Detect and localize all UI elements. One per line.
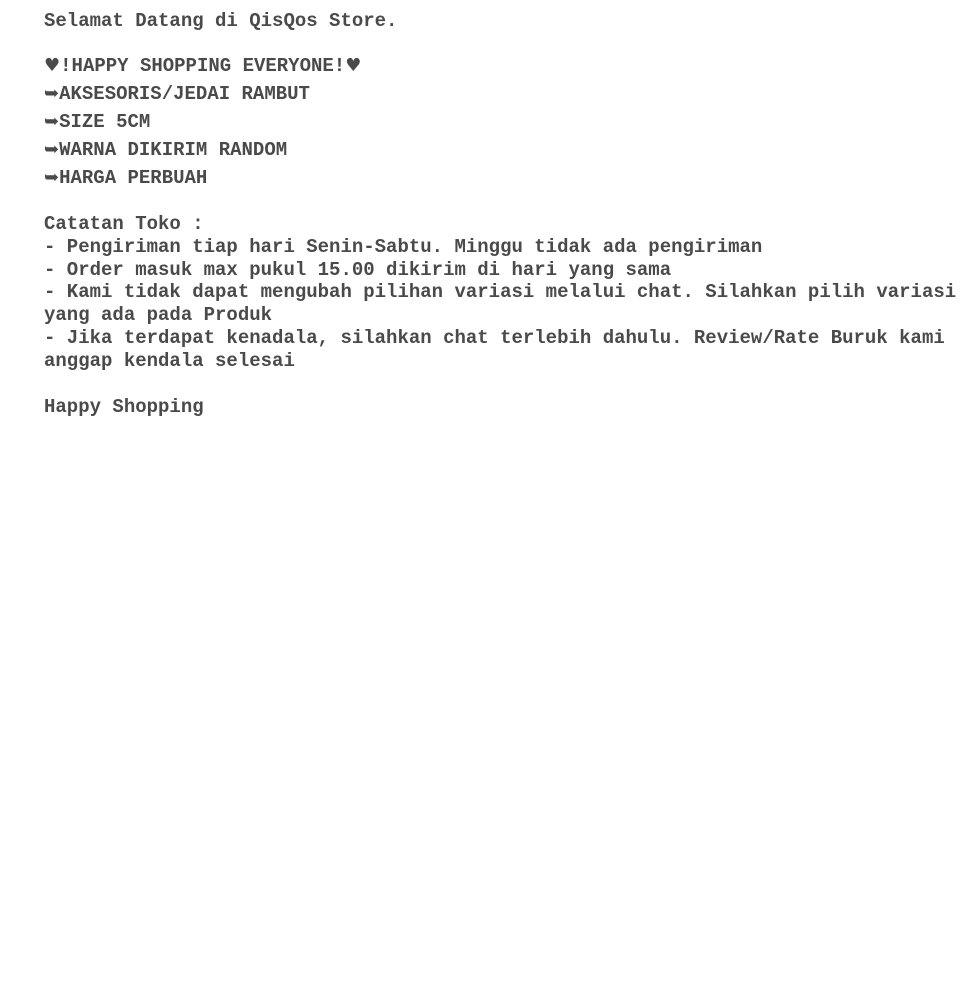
store-note-item: - Kami tidak dapat mengubah pilihan variasi melalui chat. Silahkan pilih variasi yang ada pada Produk [44, 281, 957, 327]
welcome-text: Selamat Datang di QisQos Store. [44, 10, 398, 32]
headline [44, 54, 361, 82]
list-item [44, 138, 361, 166]
list-item [44, 166, 361, 194]
heart-icon: ♥ [44, 55, 61, 76]
arrow-right-icon: ➥ [44, 167, 60, 188]
feature-text: SIZE 5CM [59, 111, 151, 133]
closing-text: Happy Shopping [44, 396, 204, 418]
feature-text: HARGA PERBUAH [59, 167, 208, 189]
headline-text: !HAPPY SHOPPING EVERYONE! [60, 55, 346, 77]
feature-text: WARNA DIKIRIM RANDOM [59, 139, 288, 161]
feature-text: AKSESORIS/JEDAI RAMBUT [59, 83, 310, 105]
heart-icon: ♥ [345, 55, 362, 76]
arrow-right-icon: ➥ [44, 83, 60, 104]
feature-list [44, 54, 361, 194]
arrow-right-icon: ➥ [44, 139, 60, 160]
store-note-item: - Order masuk max pukul 15.00 dikirim di hari yang sama [44, 258, 672, 281]
store-note-item: - Pengiriman tiap hari Senin-Sabtu. Minggu tidak ada pengiriman [44, 235, 763, 258]
list-item [44, 110, 361, 138]
store-note-item: - Jika terdapat kenadala, silahkan chat terlebih dahulu. Review/Rate Buruk kami anggap kendala selesai [44, 326, 945, 372]
arrow-right-icon: ➥ [44, 111, 60, 132]
store-notes [44, 213, 960, 373]
list-item [44, 82, 361, 110]
store-notes-title: Catatan Toko : [44, 213, 204, 235]
